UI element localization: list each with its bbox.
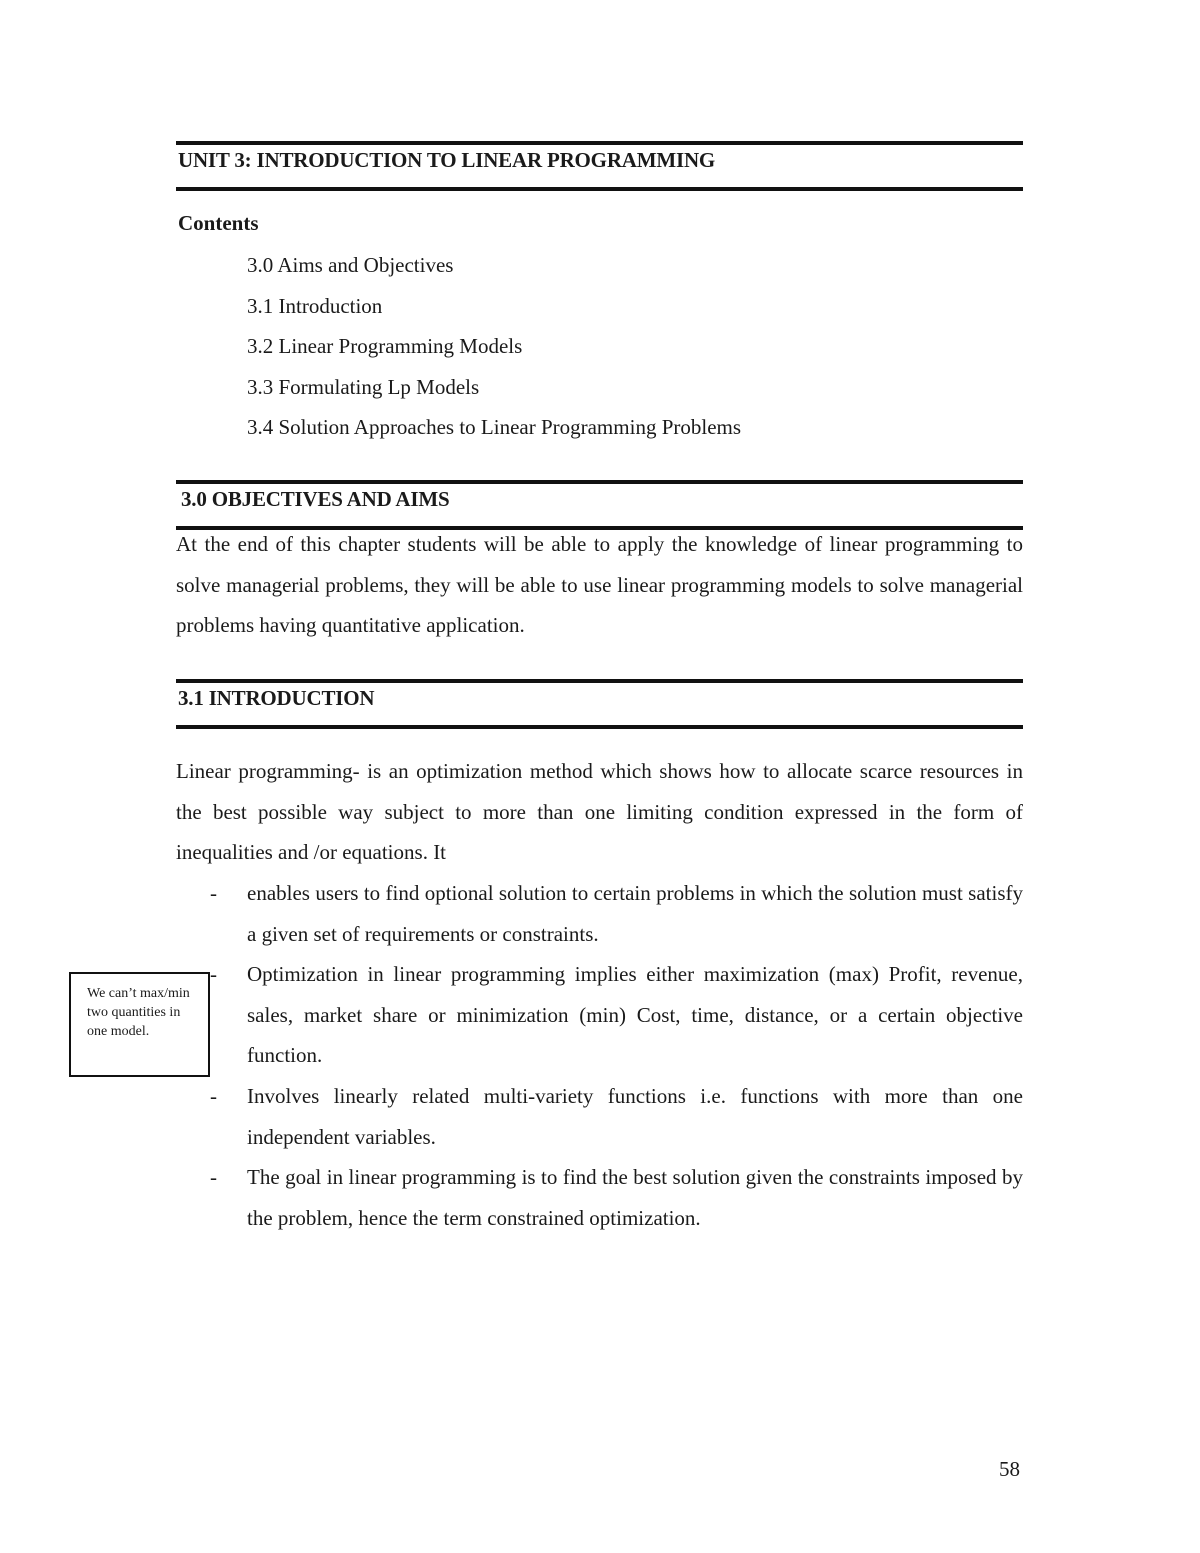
unit-title: UNIT 3: INTRODUCTION TO LINEAR PROGRAMMING <box>178 148 716 172</box>
contents-item: 3.2 Linear Programming Models <box>247 334 523 359</box>
bullet-dash: - <box>210 1165 217 1190</box>
bullet-text: enables users to find optional solution to certain problems in which the solution must satisfy a given set of requirements or constraints. <box>247 881 1023 946</box>
bullet-dash: - <box>210 1083 217 1108</box>
introduction-bottom-rule <box>176 725 1023 729</box>
introduction-heading: 3.1 INTRODUCTION <box>178 686 375 710</box>
page-number: 58 <box>999 1457 1020 1481</box>
objectives-heading: 3.0 OBJECTIVES AND AIMS <box>181 487 450 511</box>
introduction-paragraph: Linear programming- is an optimization method which shows how to allocate scarce resources in the best possible way subject to more than one limiting condition expressed in the form of inequalities and /or equations. It <box>176 759 1023 865</box>
bullet-dash: - <box>210 962 217 987</box>
contents-list <box>247 250 741 453</box>
contents-item: 3.0 Aims and Objectives <box>247 253 454 277</box>
introduction-bullet-list <box>176 873 1023 1238</box>
list-item <box>176 1076 1023 1157</box>
list-item <box>176 954 1023 1076</box>
objectives-paragraph: At the end of this chapter students will be able to apply the knowledge of linear programming to solve managerial problems, they will be able to use linear programming models to solve managerial problems having quantitative application. <box>176 532 1023 638</box>
list-item <box>176 1157 1023 1238</box>
bullet-text: The goal in linear programming is to find the best solution given the constraints imposed by the problem, hence the term constrained optimization. <box>247 1165 1023 1230</box>
contents-label: Contents <box>178 211 259 235</box>
margin-note-box: We can’t max/min two quantities in one model. <box>69 972 210 1077</box>
unit-title-rule <box>176 187 1023 191</box>
introduction-top-rule <box>176 679 1023 683</box>
bullet-dash: - <box>210 881 217 905</box>
top-rule <box>176 141 1023 145</box>
contents-item: 3.4 Solution Approaches to Linear Programming Problems <box>247 415 742 440</box>
list-item <box>176 873 1023 954</box>
contents-item: 3.1 Introduction <box>247 293 383 318</box>
bullet-text: Optimization in linear programming implies either maximization (max) Profit, revenue, sales, market share or minimization (min) Cost, time, distance, or a certain objective function. <box>247 962 1023 1068</box>
objectives-top-rule <box>176 480 1023 484</box>
contents-item: 3.3 Formulating Lp Models <box>247 374 480 399</box>
bullet-text: Involves linearly related multi-variety functions i.e. functions with more than one independent variables. <box>247 1083 1023 1149</box>
